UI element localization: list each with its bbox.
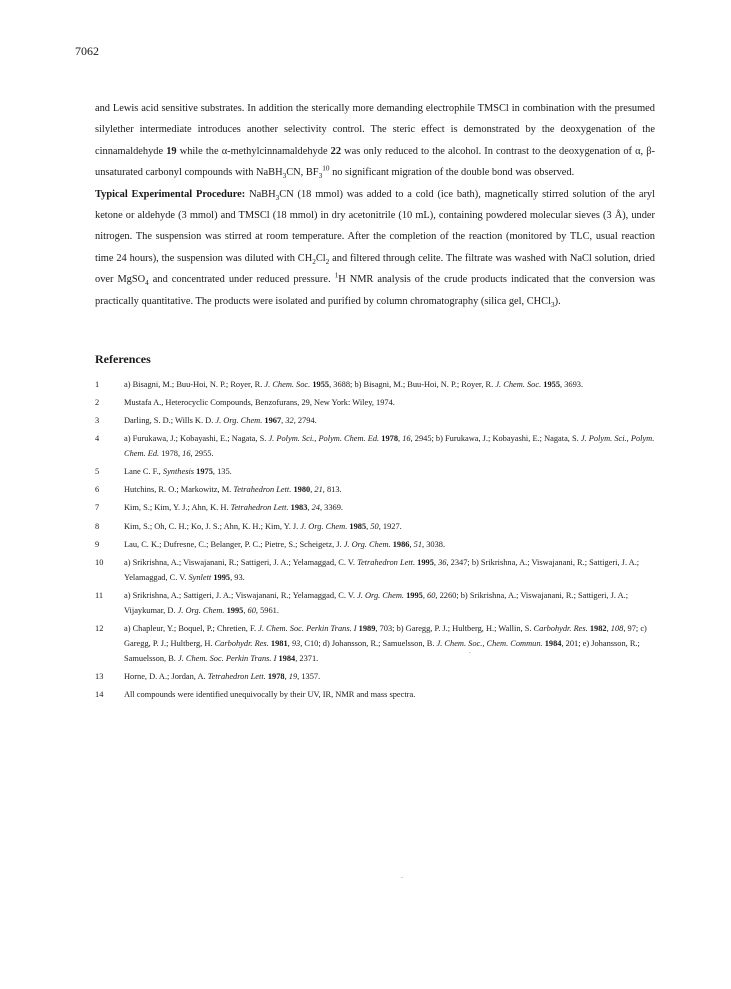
reference-number: 3 (95, 416, 100, 426)
reference-number: 5 (95, 467, 100, 477)
text-run: Hutchins, R. O.; Markowitz, M. (124, 485, 234, 495)
reference-item (93, 670, 655, 685)
reference-item (93, 432, 655, 462)
reference-text (124, 538, 655, 553)
text-run: Tetrahedron Lett. (207, 671, 266, 681)
text-run: Lane C. F., (124, 467, 163, 477)
text-run: Typical Experimental Procedure: (95, 188, 246, 200)
reference-text (124, 414, 655, 429)
subscript: 4 (145, 279, 149, 288)
text-run: Tetrahedron Lett. (357, 557, 416, 567)
text-run: J. Org. Chem. (357, 590, 404, 600)
text-run: J. Chem. Soc., Chem. Commun. (436, 638, 543, 648)
reference-item (93, 483, 655, 498)
text-run: , C10; d) Johansson, R.; Samuelsson, B. (300, 638, 437, 648)
text-run: 32 (285, 416, 294, 426)
superscript: 1 (334, 271, 339, 280)
text-run: Kim, S.; Oh, C. H.; Ko, J. S.; Ahn, K. H.; Kim, Y. J. (124, 521, 301, 531)
text-run: CN (18 mmol) was added to a cold (ice bath), magnetically stirred solution of the aryl ketone or aldehyde (3 mmol) and TMSCl (18 mmol) in dry acetonitrile (10 mL), containing powdered molecular sieves (3 Å), under nitrogen. The suspension was stirred at room temperature. After the completion of the reaction (monitored by TLC, usual reaction time 24 hours), the suspension was diluted with CH (95, 188, 655, 264)
text-run: 1980 (293, 485, 311, 495)
text-run: Carbohydr. Res. (214, 638, 269, 648)
text-run: 1984 (544, 638, 562, 648)
text-run: 36 (438, 557, 447, 567)
reference-text (124, 483, 655, 498)
reference-number: 7 (95, 503, 100, 513)
text-run: , (366, 521, 371, 531)
text-run: Darling, S. D.; Wills K. D. (124, 416, 216, 426)
reference-text (124, 501, 655, 516)
subscript: 2 (312, 257, 316, 266)
text-run: a) Chapleur, Y.; Boquel, P.; Chretien, F. (124, 623, 259, 633)
text-run: 1978, (159, 449, 183, 459)
text-run: 1995 (226, 605, 244, 615)
reference-item (93, 556, 655, 586)
text-run: , (243, 605, 248, 615)
text-run: 1983 (290, 503, 308, 513)
text-run: , (606, 623, 611, 633)
text-run: and Lewis acid sensitive substrates. In addition the sterically more demanding electrophile TMSCl in combination with the presumed silylether intermediate introduces another selectivity control. The steric effect is demonstrated by the deoxygenation of the cinnamaldehyde (95, 103, 655, 157)
text-run: 1989 (358, 623, 376, 633)
superscript: 10 (322, 164, 330, 173)
reference-item (93, 520, 655, 535)
text-run: Carbohydr. Res. (533, 623, 588, 633)
text-run: 1978 (267, 671, 285, 681)
text-run: J. Chem. Soc. Perkin Trans. I (177, 653, 277, 663)
subscript: 3 (282, 172, 287, 181)
text-run: 22 (330, 145, 342, 157)
text-run: a) Furukawa, J.; Kobayashi, E.; Nagata, S. (124, 434, 269, 444)
text-run: J. Org. Chem. (177, 605, 225, 615)
text-run: 1995 (406, 590, 423, 600)
reference-text (124, 465, 655, 480)
text-run: 108 (610, 623, 624, 633)
text-run: 1984 (278, 653, 296, 663)
text-run: , 5961. (255, 605, 279, 615)
text-run: , 2347; b) Srikrishna, A.; Viswajanani, R.; Sattigeri, J. A.; Yelamaggad, C. V. (124, 557, 640, 582)
text-run: 1985 (349, 521, 367, 531)
text-run: , (287, 638, 292, 648)
text-run: 19 (166, 145, 177, 157)
subscript: 3 (318, 172, 323, 181)
reference-item (93, 396, 655, 411)
reference-number: 9 (95, 539, 100, 549)
text-run: , (433, 557, 439, 567)
body-text (95, 98, 655, 312)
reference-number: 11 (95, 590, 104, 600)
text-run: , 3038. (422, 539, 446, 549)
reference-item (93, 465, 655, 480)
text-run: and filtered through celite. The filtrate was washed with NaCl solution, dried over MgSO (95, 252, 655, 286)
reference-number: 12 (95, 623, 104, 633)
text-run: a) Bisagni, M.; Buu-Hoi, N. P.; Royer, R. (124, 380, 265, 389)
text-run: , 2794. (293, 416, 317, 426)
text-run: and concentrated under reduced pressure. (148, 274, 335, 286)
text-run: , (284, 671, 289, 681)
text-run: ). (554, 295, 561, 307)
paragraph-discussion (95, 98, 655, 184)
text-run: 1995 (213, 572, 231, 582)
reference-item (93, 501, 655, 516)
text-run: , 3688; b) Bisagni, M.; Buu-Hoi, N. P.; Royer, R. (329, 380, 496, 389)
reference-item (93, 622, 655, 667)
reference-item (93, 589, 655, 619)
text-run: J. Chem. Soc. Perkin Trans. I (258, 623, 357, 633)
reference-text (124, 688, 655, 703)
reference-text (124, 396, 655, 411)
text-run: H NMR analysis of the crude products indicated that the conversion was practically quantitative. The products were isolated and purified by column chromatography (silica gel, CHCl (95, 274, 655, 307)
text-run: a) Srikrishna, A.; Viswajanani, R.; Sattigeri, J. A.; Yelamaggad, C. V. (124, 557, 358, 567)
text-run: 1955 (543, 380, 561, 389)
reference-text (124, 432, 655, 462)
text-run: 1986 (392, 539, 410, 549)
text-run: , 2955. (190, 449, 214, 459)
text-run: , 813. (322, 485, 342, 495)
text-run: All compounds were identified unequivocally by their UV, IR, NMR and mass spectra. (124, 689, 416, 699)
text-run: Tetrahedron Lett. (230, 503, 289, 513)
text-run: , 703; b) Garegg, P. J.; Hultberg, H.; Wallin, S. (375, 623, 534, 633)
text-run: J. Chem. Soc. (495, 380, 542, 389)
text-run: , (310, 485, 315, 495)
text-run: Lau, C. K.; Dufresne, C.; Belanger, P. C.; Pietre, S.; Scheigetz, J. (124, 539, 344, 549)
text-run: 24 (311, 503, 320, 513)
text-run: , 2371. (295, 653, 319, 663)
reference-number: 2 (95, 398, 100, 408)
reference-item (93, 378, 655, 393)
scan-speck (401, 877, 403, 878)
text-run: 1955 (312, 380, 330, 389)
reference-number: 8 (95, 521, 100, 531)
reference-number: 10 (95, 557, 104, 567)
paragraph-experimental-procedure (95, 184, 655, 312)
text-run: , 97; c) Garegg, P. J.; Hultberg, H. (124, 623, 647, 648)
text-run: , 3369. (319, 503, 344, 513)
text-run: , 3693. (560, 380, 584, 389)
reference-item (93, 538, 655, 553)
reference-text (124, 670, 655, 685)
reference-number: 6 (95, 485, 100, 495)
text-run: Synthesis (162, 467, 195, 477)
text-run: was only reduced to the alcohol. In contrast to the deoxygenation of α, β-unsaturated carbonyl compounds with NaBH (95, 145, 656, 179)
text-run: 60 (427, 590, 436, 600)
reference-number: 4 (95, 434, 100, 444)
text-run: J. Org. Chem. (343, 539, 391, 549)
text-run: , (307, 503, 312, 513)
text-run: Horne, D. A.; Jordan, A. (124, 671, 208, 681)
text-run: , 201; e) Johansson, R.; Samuelsson, B. (124, 638, 640, 663)
text-run: , 1357. (297, 671, 321, 681)
text-run: , 2945; b) Furukawa, J.; Kobayashi, E.; Nagata, S. (410, 434, 581, 444)
text-run: NaBH (245, 188, 276, 200)
text-run: 51 (413, 539, 423, 549)
scan-speck (469, 652, 471, 653)
reference-text (124, 589, 655, 619)
text-run: 1981 (270, 638, 288, 648)
text-run: , (422, 590, 428, 600)
text-run: 19 (288, 671, 298, 681)
text-run: J. Polym. Sci., Polym. Chem. Ed. (124, 434, 655, 459)
reference-number: 13 (95, 671, 104, 681)
subscript: 3 (275, 193, 280, 202)
text-run: a) Srikrishna, A.; Sattigeri, J. A.; Viswajanani, R.; Yelamaggad, C. V. (124, 590, 358, 600)
reference-text (124, 622, 655, 667)
text-run: , (398, 434, 403, 444)
text-run: J. Org. Chem. (215, 416, 263, 426)
page-number: 7062 (75, 44, 99, 58)
text-run: , 1927. (378, 521, 402, 531)
text-run: , 93. (230, 572, 245, 582)
reference-text (124, 556, 655, 586)
references-list (93, 378, 655, 706)
text-run: Kim, S.; Kim, Y. J.; Ahn, K. H. (124, 503, 231, 513)
text-run: 1975 (196, 467, 213, 477)
reference-number: 14 (95, 689, 104, 699)
reference-text (124, 520, 655, 535)
text-run: 93 (291, 638, 301, 648)
text-run: , 135. (212, 467, 232, 477)
text-run: , (281, 416, 286, 426)
text-run: 1967 (264, 416, 282, 426)
text-run: no significant migration of the double bond was observed. (329, 167, 575, 179)
text-run: Cl (315, 252, 326, 264)
text-run: 1982 (589, 623, 607, 633)
reference-text (124, 378, 655, 393)
text-run: 60 (247, 605, 256, 615)
text-run: Tetrahedron Lett. (233, 485, 292, 495)
text-run: 1978 (381, 434, 398, 444)
reference-item (93, 688, 655, 703)
text-run: , (409, 539, 414, 549)
subscript: 3 (551, 300, 555, 309)
text-run: CN, BF (286, 167, 319, 179)
text-run: 1995 (417, 557, 434, 567)
reference-number: 1 (95, 380, 100, 389)
text-run: , 2260; b) Srikrishna, A.; Viswajanani, R.; Sattigeri, J. A.; Vijaykumar, D. (124, 590, 629, 615)
text-run: Mustafa A., Heterocyclic Compounds, Benzofurans, 29, New York: Wiley, 1974. (124, 398, 395, 408)
text-run: 16 (402, 434, 411, 444)
text-run: J. Polym. Sci., Polym. Chem. Ed. (268, 434, 380, 444)
subscript: 2 (325, 257, 330, 266)
reference-item (93, 414, 655, 429)
text-run: 21 (314, 485, 323, 495)
text-run: J. Chem. Soc. (264, 380, 311, 389)
text-run: 50 (370, 521, 379, 531)
text-run: 16 (182, 449, 191, 459)
text-run: J. Org. Chem. (300, 521, 348, 531)
text-run: Synlett (188, 572, 212, 582)
text-run: while the α-methylcinnamaldehyde (176, 145, 331, 157)
references-heading: References (95, 352, 151, 366)
